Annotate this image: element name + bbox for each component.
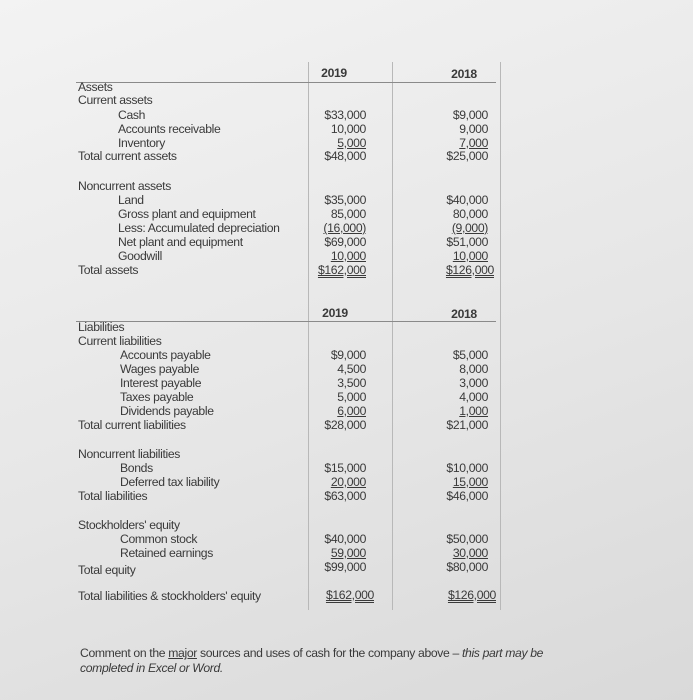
year-header-2018: 2018 xyxy=(451,67,477,81)
row-label: Wages payable xyxy=(120,362,200,376)
total-equity-2018: $80,000 xyxy=(446,560,488,574)
total-assets-2018: $126,000 xyxy=(445,263,494,277)
row-value-2018: $50,000 xyxy=(446,532,488,546)
noncurrent-assets-heading: Noncurrent assets xyxy=(78,179,171,193)
total-assets-2019: $162,000 xyxy=(317,263,366,277)
row-value-2019: 20,000 xyxy=(330,475,366,489)
row-value-2018: $5,000 xyxy=(452,348,488,362)
row-value-2018: 3,000 xyxy=(459,376,488,390)
current-assets-heading: Current assets xyxy=(78,93,153,107)
total-current-assets-2019: $48,000 xyxy=(324,149,366,163)
comment-part3: this part may be xyxy=(461,646,544,660)
row-value-2019: $15,000 xyxy=(324,461,366,475)
comment-major: major xyxy=(168,646,197,660)
row-value-2019: 10,000 xyxy=(330,122,366,136)
total-current-liabilities-label: Total current liabilities xyxy=(78,418,186,432)
year-header-2019: 2019 xyxy=(321,66,347,80)
row-value-2019: $9,000 xyxy=(330,348,366,362)
total-liabilities-2019: $63,000 xyxy=(324,489,366,503)
comment-part2: sources and uses of cash for the company above – xyxy=(196,646,462,660)
row-value-2018: 1,000 xyxy=(459,404,488,418)
comment-part1: Comment on the xyxy=(80,646,169,660)
column-divider-right xyxy=(500,62,501,610)
row-value-2019: 5,000 xyxy=(337,136,366,150)
row-label: Cash xyxy=(118,108,146,122)
row-value-2019: 3,500 xyxy=(337,376,366,390)
total-equity-label: Total equity xyxy=(78,563,136,577)
row-value-2019: 59,000 xyxy=(330,546,366,560)
row-label: Dividends payable xyxy=(120,404,214,418)
assets-heading: Assets xyxy=(78,80,113,94)
row-value-2018: 80,000 xyxy=(452,207,488,221)
equity-heading: Stockholders' equity xyxy=(78,518,180,532)
row-value-2018: 10,000 xyxy=(452,249,488,263)
total-liabilities-2018: $46,000 xyxy=(446,489,488,503)
row-value-2019: 10,000 xyxy=(330,249,366,263)
row-value-2018: 30,000 xyxy=(452,546,488,560)
row-label: Less: Accumulated depreciation xyxy=(118,221,280,235)
total-current-liabilities-2019: $28,000 xyxy=(324,418,366,432)
noncurrent-liabilities-heading: Noncurrent liabilities xyxy=(78,447,181,461)
row-label: Bonds xyxy=(120,461,153,475)
row-label: Accounts receivable xyxy=(118,122,221,136)
total-assets-label: Total assets xyxy=(78,263,139,277)
header-rule xyxy=(76,82,496,83)
row-label: Deferred tax liability xyxy=(120,475,220,489)
liabilities-header-rule xyxy=(76,321,496,322)
row-label: Common stock xyxy=(120,532,198,546)
year-header-2019: 2019 xyxy=(322,306,348,320)
total-current-assets-label: Total current assets xyxy=(78,149,177,163)
row-value-2018: 15,000 xyxy=(452,475,488,489)
row-label: Gross plant and equipment xyxy=(118,207,256,221)
row-value-2018: (9,000) xyxy=(451,221,488,235)
row-value-2018: $40,000 xyxy=(446,193,488,207)
row-label: Inventory xyxy=(118,136,165,150)
row-value-2019: $40,000 xyxy=(324,532,366,546)
row-label: Accounts payable xyxy=(120,348,211,362)
row-value-2018: 7,000 xyxy=(459,136,488,150)
total-current-assets-2018: $25,000 xyxy=(446,149,488,163)
row-value-2019: 85,000 xyxy=(330,207,366,221)
row-label: Land xyxy=(118,193,144,207)
row-value-2018: $51,000 xyxy=(446,235,488,249)
total-liabilities-equity-label: Total liabilities & stockholders' equity xyxy=(78,589,261,603)
row-value-2019: 6,000 xyxy=(337,404,366,418)
row-value-2019: 4,500 xyxy=(337,362,366,376)
year-header-2018: 2018 xyxy=(451,307,477,321)
row-label: Taxes payable xyxy=(120,390,194,404)
total-current-liabilities-2018: $21,000 xyxy=(446,418,488,432)
row-value-2018: 8,000 xyxy=(459,362,488,376)
row-value-2018: 4,000 xyxy=(459,390,488,404)
row-value-2019: (16,000) xyxy=(323,221,366,235)
row-label: Interest payable xyxy=(120,376,202,390)
comment-line2: completed in Excel or Word. xyxy=(80,661,223,675)
row-value-2019: $33,000 xyxy=(324,108,366,122)
row-label: Net plant and equipment xyxy=(118,235,243,249)
total-liabilities-equity-2018: $126,000 xyxy=(447,588,496,602)
total-liabilities-label: Total liabilities xyxy=(78,489,148,503)
current-liabilities-heading: Current liabilities xyxy=(78,334,162,348)
row-value-2018: $9,000 xyxy=(452,108,488,122)
row-label: Goodwill xyxy=(118,249,162,263)
comment-text xyxy=(80,646,543,660)
row-label: Retained earnings xyxy=(120,546,213,560)
total-equity-2019: $99,000 xyxy=(324,560,366,574)
column-divider-middle xyxy=(392,62,393,610)
row-value-2018: $10,000 xyxy=(446,461,488,475)
total-liabilities-equity-2019: $162,000 xyxy=(325,588,374,602)
row-value-2019: $35,000 xyxy=(324,193,366,207)
row-value-2019: 5,000 xyxy=(337,390,366,404)
row-value-2018: 9,000 xyxy=(459,122,488,136)
row-value-2019: $69,000 xyxy=(324,235,366,249)
liabilities-heading: Liabilities xyxy=(78,320,125,334)
